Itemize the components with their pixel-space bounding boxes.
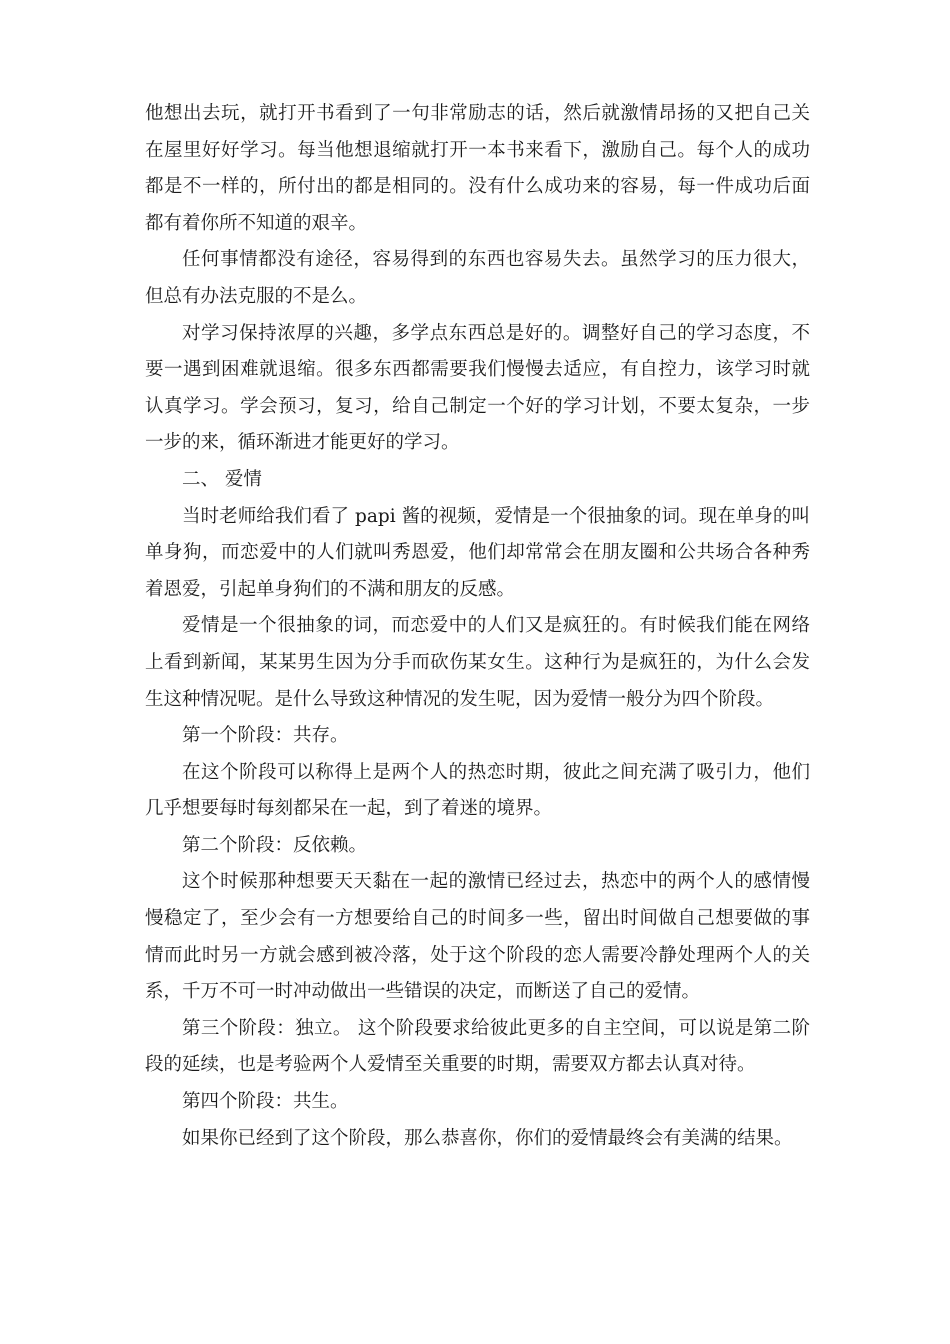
paragraph-stage-two: 这个时候那种想要天天黏在一起的激情已经过去，热恋中的两个人的感情慢慢稳定了，至少会有一方想要给自己的时间多一些，留出时间做自己想要做的事情而此时另一方就会感到被冷落，处于这个阶段的恋人需要冷静处理两个人的关系，千万不可一时冲动做出一些错误的决定，而断送了自己的爱情。 <box>145 871 810 1003</box>
paragraph-stage-four: 如果你已经到了这个阶段，那么恭喜你，你们的爱情最终会有美满的结果。 <box>182 1127 793 1149</box>
stage-four-heading: 第四个阶段：共生。 <box>182 1091 349 1113</box>
stage-two-heading: 第二个阶段：反依赖。 <box>182 834 368 856</box>
stage-one-heading: 第一个阶段：共存。 <box>182 725 349 747</box>
paragraph-no-shortcut: 任何事情都没有途径，容易得到的东西也容易失去。虽然学习的压力很大，但总有办法克服的不是么。 <box>145 249 810 307</box>
section-heading-love: 二、 爱情 <box>182 468 262 490</box>
paragraph-study-attitude: 对学习保持浓厚的兴趣，多学点东西总是好的。调整好自己的学习态度，不要一遇到困难就退缩。很多东西都需要我们慢慢去适应，有自控力，该学习时就认真学习。学会预习，复习，给自己制定一个好的学习计划，不要太复杂，一步一步的来，循环渐进才能更好的学习。 <box>145 322 810 454</box>
paragraph-stage-three: 第三个阶段：独立。 这个阶段要求给彼此更多的自主空间，可以说是第二阶段的延续，也是考验两个人爱情至关重要的时期，需要双方都去认真对待。 <box>145 1017 810 1076</box>
paragraph-intro-continuation: 他想出去玩，就打开书看到了一句非常励志的话，然后就激情昂扬的又把自己关在屋里好好学习。每当他想退缩就打开一本书来看下，激励自己。每个人的成功都是不一样的，所付出的都是相同的。没有什么成功来的容易，每一件成功后面都有着你所不知道的艰辛。 <box>145 103 810 234</box>
paragraph-papi-video: 当时老师给我们看了 papi 酱的视频，爱情是一个很抽象的词。现在单身的叫单身狗，而恋爱中的人们就叫秀恩爱，他们却常常会在朋友圈和公共场合各种秀着恩爱，引起单身狗们的不满和朋友的反感。 <box>145 505 810 600</box>
paragraph-stage-one: 在这个阶段可以称得上是两个人的热恋时期，彼此之间充满了吸引力，他们几乎想要每时每刻都呆在一起，到了着迷的境界。 <box>145 761 810 820</box>
document-body <box>145 96 810 1157</box>
paragraph-love-crazy: 爱情是一个很抽象的词，而恋爱中的人们又是疯狂的。有时候我们能在网络上看到新闻，某某男生因为分手而砍伤某女生。这种行为是疯狂的，为什么会发生这种情况呢。是什么导致这种情况的发生呢，因为爱情一般分为四个阶段。 <box>145 615 810 710</box>
